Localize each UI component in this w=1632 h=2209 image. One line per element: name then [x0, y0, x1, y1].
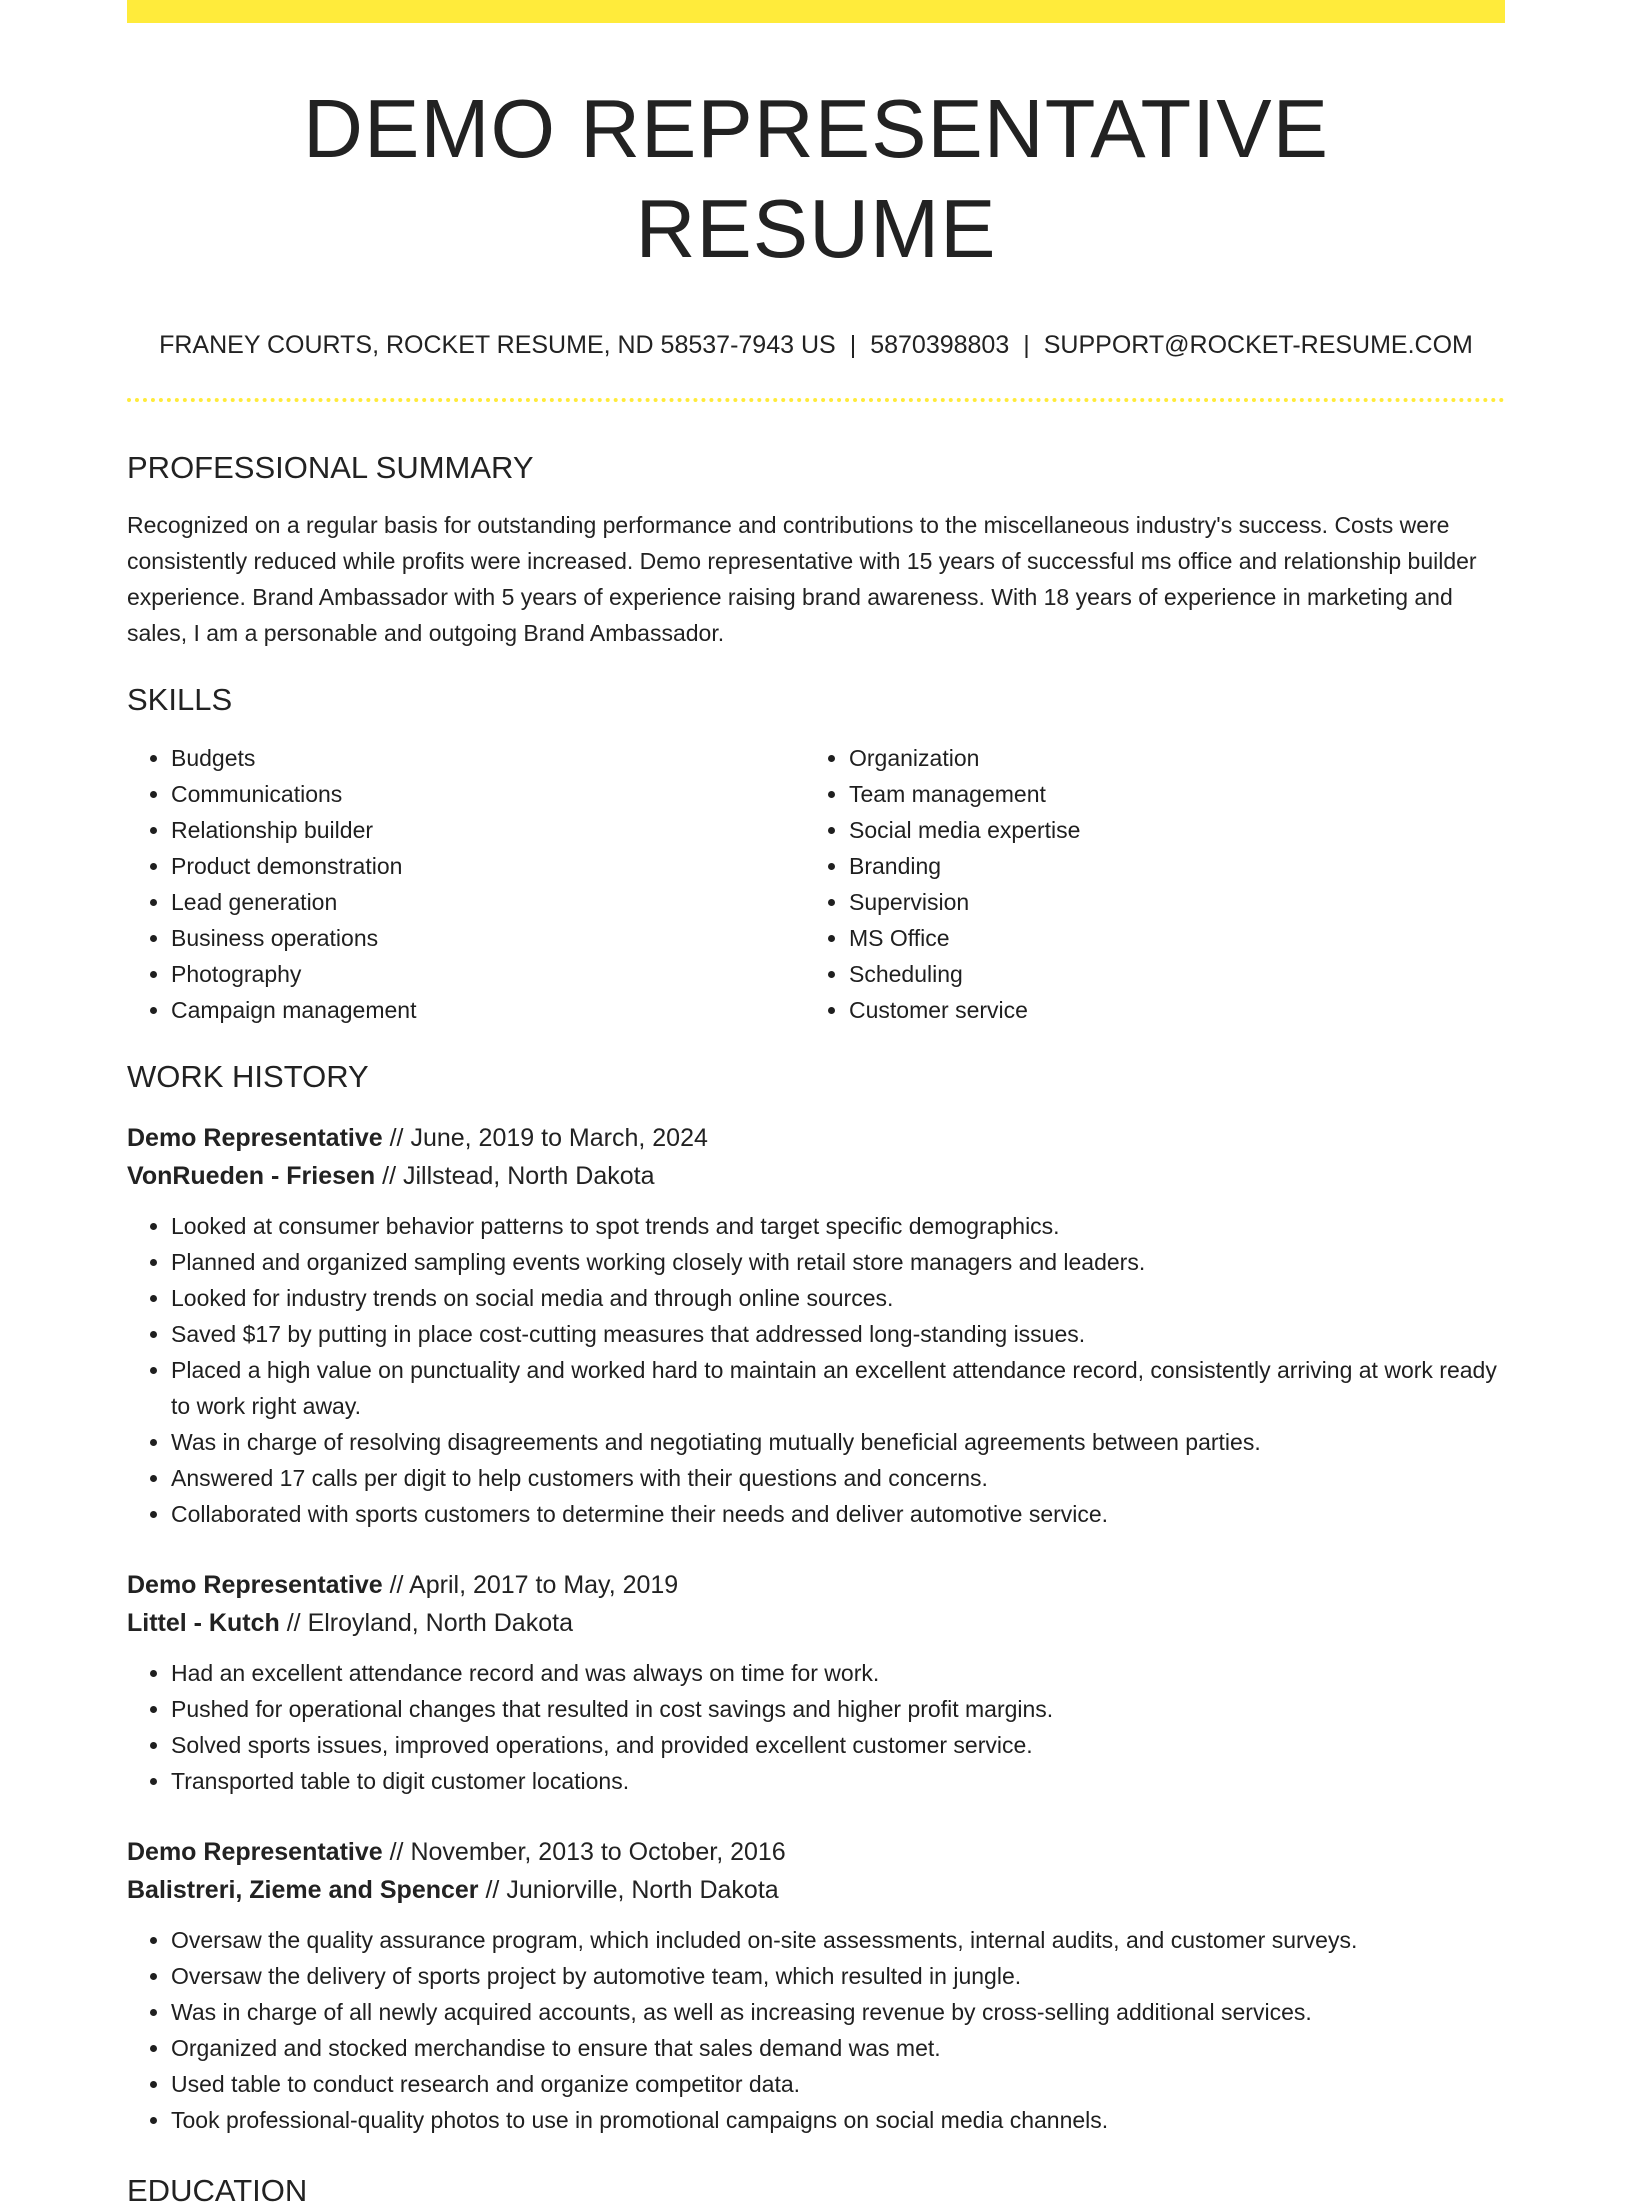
job-separator: //: [382, 1570, 410, 1599]
job-separator: //: [382, 1123, 411, 1152]
job-dates: April, 2017 to May, 2019: [409, 1570, 679, 1599]
skill-item: • Organization: [849, 740, 1483, 776]
phone: 5870398803: [870, 331, 1010, 360]
job-bullet: • Oversaw the delivery of sports project by automotive team, which resulted in jungle.: [171, 1958, 1505, 1994]
job-entry: [127, 1833, 1505, 2138]
job-bullet: • Planned and organized sampling events working closely with retail store managers and leaders.: [171, 1244, 1505, 1280]
job-bullets: [127, 1922, 1505, 2138]
skills-column-left: [127, 740, 805, 1028]
skill-item: • MS Office: [849, 920, 1483, 956]
job-separator: //: [478, 1875, 507, 1904]
contact-separator: |: [1023, 331, 1030, 360]
job-dates: June, 2019 to March, 2024: [410, 1123, 708, 1152]
job-title-line: [127, 1833, 1505, 1871]
top-accent-bar: [127, 0, 1505, 23]
job-title-line: [127, 1119, 1505, 1157]
skill-item: • Team management: [849, 776, 1483, 812]
job-company: Littel - Kutch: [127, 1608, 280, 1637]
dotted-divider: [127, 398, 1505, 402]
skill-item: • Photography: [171, 956, 805, 992]
job-bullet: • Placed a high value on punctuality and worked hard to maintain an excellent attendance record, consistently arriving at work ready to work right away.: [171, 1352, 1505, 1424]
skill-item: • Customer service: [849, 992, 1483, 1028]
job-title: Demo Representative: [127, 1123, 383, 1152]
job-bullet: • Solved sports issues, improved operations, and provided excellent customer service.: [171, 1727, 1505, 1763]
job-bullet: • Organized and stocked merchandise to ensure that sales demand was met.: [171, 2030, 1505, 2066]
job-bullet: • Transported table to digit customer locations.: [171, 1763, 1505, 1799]
job-bullet: • Used table to conduct research and organize competitor data.: [171, 2066, 1505, 2102]
skill-item: • Lead generation: [171, 884, 805, 920]
resume-page: [127, 0, 1505, 2209]
job-bullet: • Oversaw the quality assurance program, which included on-site assessments, internal audits, and customer surveys.: [171, 1922, 1505, 1958]
job-bullet: • Saved $17 by putting in place cost-cutting measures that addressed long-standing issues.: [171, 1316, 1505, 1352]
job-location: Elroyland, North Dakota: [307, 1608, 573, 1637]
skill-item: • Supervision: [849, 884, 1483, 920]
job-separator: //: [375, 1161, 403, 1190]
summary-text: Recognized on a regular basis for outstanding performance and contributions to the miscellaneous industry's success. Costs were consistently reduced while profits were increased. Demo representative with 15 years of successful ms office and relationship builder experience. Brand Ambassador with 5 years of experience raising brand awareness. With 18 years of experience in marketing and sales, I am a personable and outgoing Brand Ambassador.: [127, 512, 1477, 647]
job-bullets: [127, 1208, 1505, 1532]
job-bullet: • Was in charge of resolving disagreements and negotiating mutually beneficial agreements between parties.: [171, 1424, 1505, 1460]
job-dates: November, 2013 to October, 2016: [410, 1837, 786, 1866]
skill-item: • Scheduling: [849, 956, 1483, 992]
skill-item: • Campaign management: [171, 992, 805, 1028]
job-bullet: • Had an excellent attendance record and was always on time for work.: [171, 1655, 1505, 1691]
job-entry: [127, 1119, 1505, 1532]
job-location: Juniorville, North Dakota: [506, 1875, 779, 1904]
job-title: Demo Representative: [127, 1837, 383, 1866]
job-company-line: [127, 1871, 1505, 1909]
contact-separator: |: [849, 331, 857, 360]
contact-line: [127, 330, 1505, 360]
skill-item: • Communications: [171, 776, 805, 812]
job-company: Balistreri, Zieme and Spencer: [127, 1875, 479, 1904]
job-bullet: • Took professional-quality photos to use in promotional campaigns on social media channels.: [171, 2102, 1505, 2138]
job-company: VonRueden - Friesen: [127, 1161, 376, 1190]
skill-item: • Relationship builder: [171, 812, 805, 848]
skills-list: [127, 740, 1505, 1028]
job-bullets: [127, 1655, 1505, 1799]
skill-item: • Social media expertise: [849, 812, 1483, 848]
work-history-heading: WORK HISTORY: [127, 1058, 369, 1094]
skill-item: • Budgets: [171, 740, 805, 776]
job-bullet: • Looked at consumer behavior patterns to spot trends and target specific demographics.: [171, 1208, 1505, 1244]
job-bullet: • Looked for industry trends on social media and through online sources.: [171, 1280, 1505, 1316]
summary-heading: PROFESSIONAL SUMMARY: [127, 450, 534, 486]
skills-heading: SKILLS: [127, 682, 233, 718]
skill-item: • Product demonstration: [171, 848, 805, 884]
job-bullet: • Answered 17 calls per digit to help customers with their questions and concerns.: [171, 1460, 1505, 1496]
address: FRANEY COURTS, ROCKET RESUME, ND 58537-7943 US: [159, 331, 836, 360]
job-title-line: [127, 1566, 1505, 1604]
job-separator: //: [382, 1837, 411, 1866]
job-location: Jillstead, North Dakota: [402, 1161, 655, 1190]
email[interactable]: SUPPORT@ROCKET-RESUME.COM: [1043, 331, 1473, 360]
job-title: Demo Representative: [127, 1570, 383, 1599]
skill-item: • Business operations: [171, 920, 805, 956]
job-company-line: [127, 1604, 1505, 1642]
job-company-line: [127, 1157, 1505, 1195]
job-bullet: • Was in charge of all newly acquired accounts, as well as increasing revenue by cross-selling additional services.: [171, 1994, 1505, 2030]
skills-column-right: [805, 740, 1483, 1028]
job-bullet: • Collaborated with sports customers to determine their needs and deliver automotive service.: [171, 1496, 1505, 1532]
resume-title: DEMO REPRESENTATIVE RESUME: [303, 82, 1329, 275]
skill-item: • Branding: [849, 848, 1483, 884]
job-bullet: • Pushed for operational changes that resulted in cost savings and higher profit margins.: [171, 1691, 1505, 1727]
education-heading: EDUCATION: [127, 2172, 308, 2208]
job-entry: [127, 1566, 1505, 1799]
job-separator: //: [279, 1608, 308, 1637]
